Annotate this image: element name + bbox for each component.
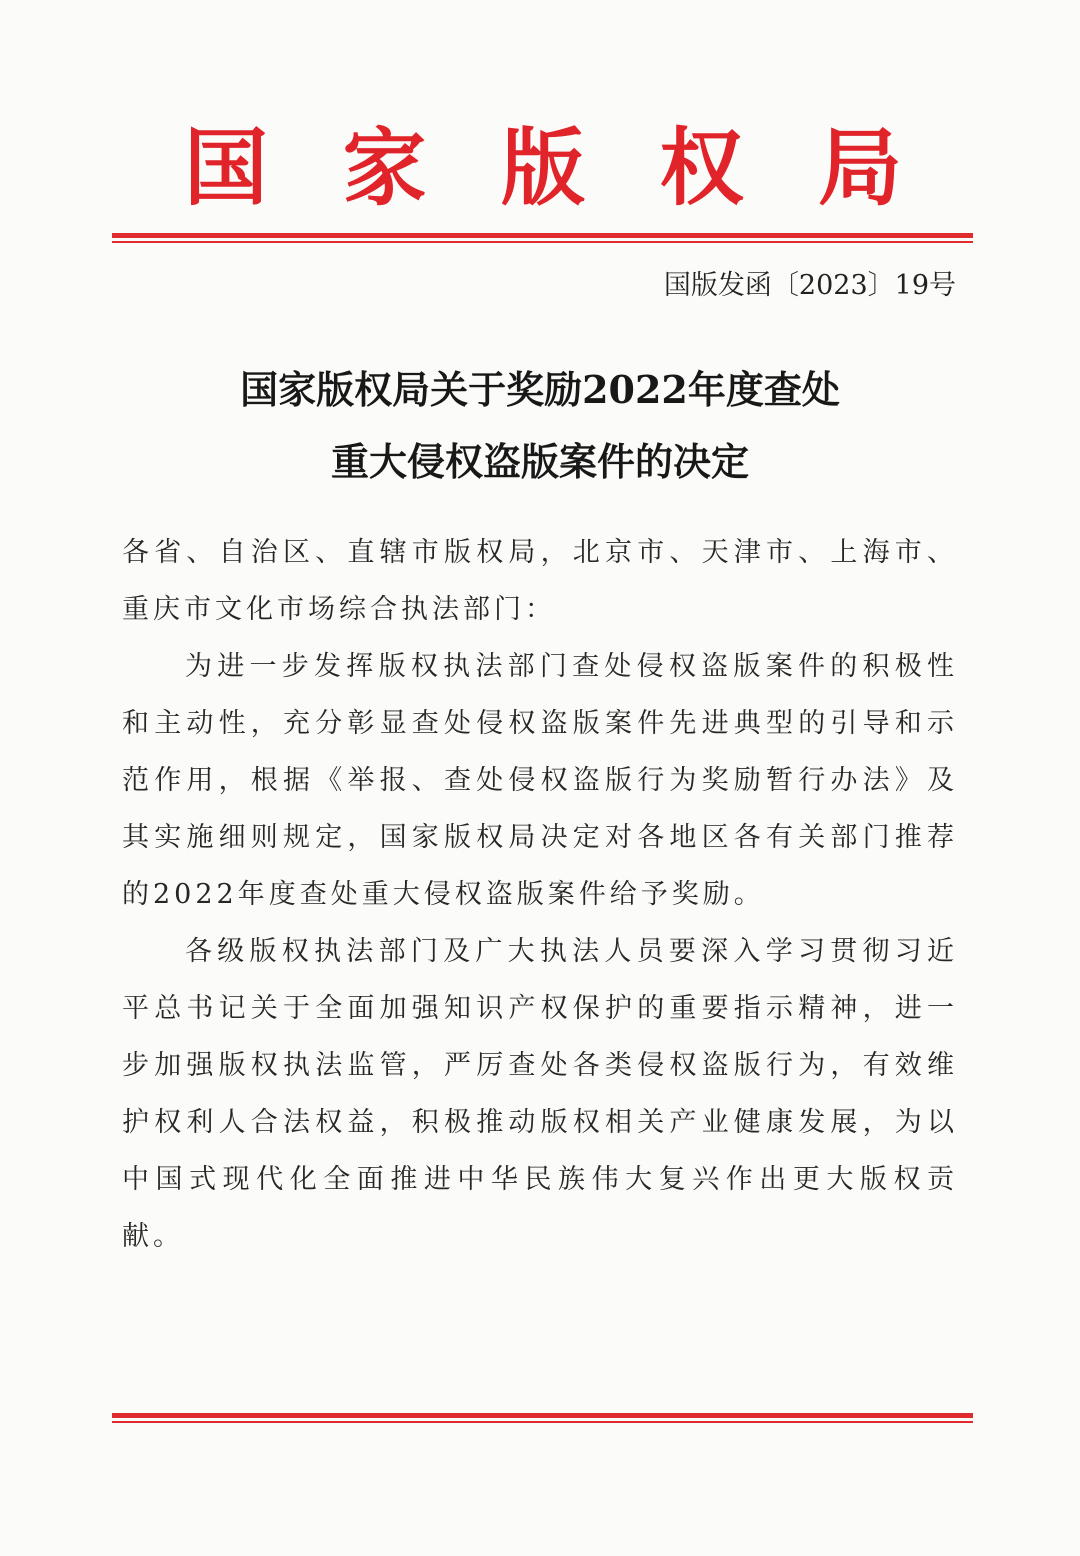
document-title [0, 354, 1080, 498]
masthead [110, 118, 970, 218]
salutation: 各省、自治区、直辖市版权局，北京市、天津市、上海市、重庆市文化市场综合执法部门： [122, 537, 958, 625]
masthead-char: 局 [817, 119, 902, 217]
document-number: 国版发函〔2023〕19号 [663, 270, 956, 301]
document-body [122, 524, 958, 1265]
masthead-char: 国 [184, 119, 269, 217]
masthead-char: 版 [500, 119, 585, 217]
red-divider-bottom [112, 1413, 973, 1423]
red-divider-top [112, 233, 973, 243]
body-paragraph: 各级版权执法部门及广大执法人员要深入学习贯彻习近平总书记关于全面加强知识产权保护的重要指示精神，进一步加强版权执法监管，严厉查处各类侵权盗版行为，有效维护权利人合法权益，积极推动版权相关产业健康发展，为以中国式现代化全面推进中华民族伟大复兴作出更大版权贡献。 [122, 936, 958, 1252]
masthead-char: 权 [659, 119, 744, 217]
masthead-char: 家 [342, 119, 427, 217]
body-paragraph: 为进一步发挥版权执法部门查处侵权盗版案件的积极性和主动性，充分彰显查处侵权盗版案件先进典型的引导和示范作用，根据《举报、查处侵权盗版行为奖励暂行办法》及其实施细则规定，国家版权局决定对各地区各有关部门推荐的2022年度查处重大侵权盗版案件给予奖励。 [122, 651, 958, 910]
title-line: 重大侵权盗版案件的决定 [330, 439, 749, 484]
title-line: 国家版权局关于奖励2022年度查处 [240, 367, 840, 412]
